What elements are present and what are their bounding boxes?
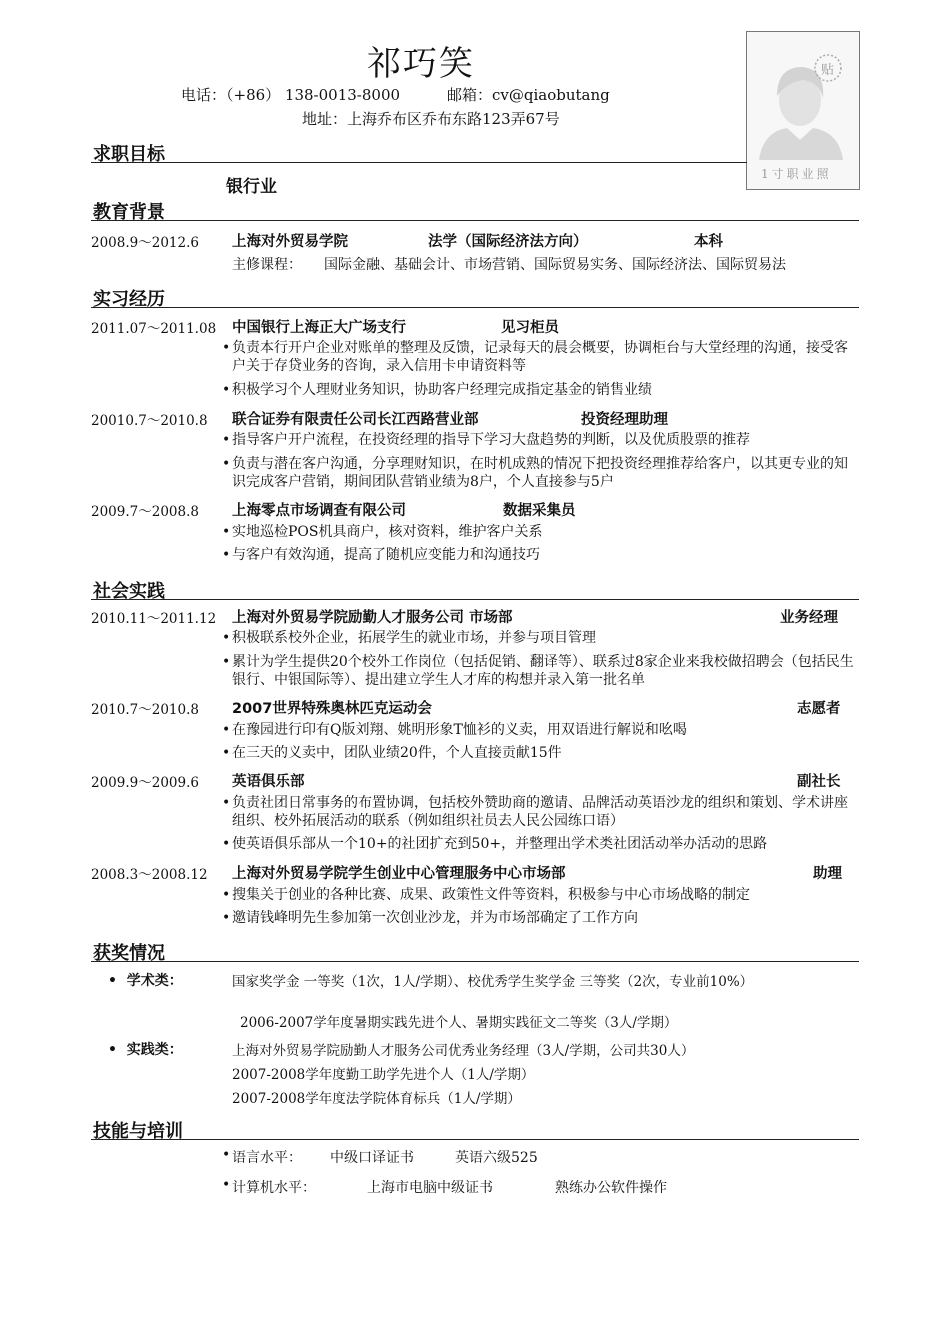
entry-date: 2010.7～2010.8 (91, 702, 199, 718)
awards-academic-label: • 学术类： (108, 973, 183, 989)
edu-date: 2008.9～2012.6 (91, 235, 199, 251)
entry-date: 2009.7～2008.8 (91, 504, 199, 520)
bullet-text: 负责本行开户企业对账单的整理及反馈，记录每天的晨会概要，协调柜台与大堂经理的沟通，接受客户关于存贷业务的咨询，录入信用卡申请资料等 (232, 340, 848, 374)
section-title-skills: 技能与培训 (93, 1121, 183, 1142)
divider (91, 599, 859, 600)
divider (91, 220, 859, 221)
awards-practice-label: • 实践类： (108, 1042, 183, 1058)
email: 邮箱：cv@qiaobutang (447, 86, 610, 104)
skill-lang-1: 中级口译证书 (330, 1150, 414, 1166)
skill-lang-label: 语言水平： (232, 1150, 302, 1166)
section-title-awards: 获奖情况 (93, 943, 165, 964)
skill-comp-label: 计算机水平： (232, 1180, 316, 1196)
entry-org: 中国银行上海正大广场支行 (232, 320, 406, 336)
skill-lang-2: 英语六级525 (455, 1150, 538, 1166)
entry-role: 副社长 (797, 774, 841, 790)
bullet-text: 积极学习个人理财业务知识，协助客户经理完成指定基金的销售业绩 (232, 382, 652, 398)
entry-date: 2008.3～2008.12 (91, 867, 208, 883)
section-title-education: 教育背景 (93, 202, 165, 223)
edu-school: 上海对外贸易学院 (232, 234, 348, 250)
entry-role: 助理 (813, 866, 842, 882)
phone: 电话：（+86） 138-0013-8000 (181, 86, 401, 104)
entry-role: 投资经理助理 (581, 412, 668, 428)
entry-org: 上海对外贸易学院励勤人才服务公司 市场部 (232, 610, 513, 626)
section-title-objective: 求职目标 (93, 144, 165, 165)
bullet-text: 指导客户开户流程，在投资经理的指导下学习大盘趋势的判断，以及优质股票的推荐 (232, 432, 750, 448)
bullet-text: 与客户有效沟通，提高了随机应变能力和沟通技巧 (232, 547, 540, 563)
bullet-text: 负责社团日常事务的布置协调，包括校外赞助商的邀请、品牌活动英语沙龙的组织和策划、学术讲座组织、校外拓展活动的联系（例如组织社员去人民公园练口语） (232, 795, 848, 829)
entry-date: 20010.7～2010.8 (91, 413, 208, 429)
bullet-text: 使英语俱乐部从一个10+的社团扩充到50+，并整理出学术类社团活动举办活动的思路 (232, 836, 768, 852)
objective-value: 银行业 (226, 177, 277, 197)
bullet-text: 负责与潜在客户沟通，分享理财知识，在时机成熟的情况下把投资经理推荐给客户，以其更专业的知识完成客户营销，期间团队营销业绩为8户，个人直接参与5户 (232, 456, 848, 490)
entry-date: 2011.07～2011.08 (91, 321, 217, 337)
entry-role: 志愿者 (797, 701, 841, 717)
edu-courses: 国际金融、基础会计、市场营销、国际贸易实务、国际经济法、国际贸易法 (324, 257, 786, 273)
divider (91, 162, 747, 163)
skill-comp-bullet: • (222, 1177, 231, 1193)
bullet-text: 实地巡检POS机具商户，核对资料，维护客户关系 (232, 524, 543, 540)
edu-courses-label: 主修课程： (232, 257, 302, 273)
awards-practice-label-text: 实践类： (126, 1042, 183, 1058)
address: 地址：上海乔布区乔布东路123弄67号 (302, 110, 560, 128)
bullet-text: 搜集关于创业的各种比赛、成果、政策性文件等资料，积极参与中心市场战略的制定 (232, 887, 750, 903)
bullet-text: 在豫园进行印有Q版刘翔、姚明形象T恤衫的义卖，用双语进行解说和吆喝 (232, 722, 687, 738)
photo-placeholder (746, 31, 860, 190)
divider (91, 1139, 859, 1140)
divider (91, 307, 859, 308)
entry-org: 上海对外贸易学院学生创业中心管理服务中心市场部 (232, 866, 566, 882)
bullet-text: 积极联系校外企业，拓展学生的就业市场，并参与项目管理 (232, 630, 596, 646)
skill-comp-1: 上海市电脑中级证书 (367, 1180, 493, 1196)
entry-org: 联合证券有限责任公司长江西路营业部 (232, 412, 479, 428)
section-title-internship: 实习经历 (93, 289, 165, 310)
entry-role: 见习柜员 (501, 320, 559, 336)
bullet-text: 在三天的义卖中，团队业绩20件，个人直接贡献15件 (232, 745, 562, 761)
candidate-name: 祁巧笑 (367, 44, 475, 84)
entry-org: 2007世界特殊奥林匹克运动会 (232, 701, 432, 717)
entry-date: 2009.9～2009.6 (91, 775, 199, 791)
divider (91, 961, 859, 962)
entry-role: 业务经理 (780, 610, 838, 626)
edu-degree: 本科 (694, 234, 723, 250)
award-line: 2006-2007学年度暑期实践先进个人、暑期实践征文二等奖（3人/学期） (240, 1015, 678, 1031)
award-line: 2007-2008学年度勤工助学先进个人（1人/学期） (232, 1067, 535, 1083)
entry-role: 数据采集员 (503, 503, 576, 519)
bullet-text: 邀请钱峰明先生参加第一次创业沙龙，并为市场部确定了工作方向 (232, 910, 638, 926)
bullet-text: 累计为学生提供20个校外工作岗位（包括促销、翻译等）、联系过8家企业来我校做招聘会（包括民生银行、中银国际等）、提出建立学生人才库的构想并录入第一批名单 (232, 654, 854, 688)
edu-major: 法学（国际经济法方向） (428, 234, 588, 250)
section-title-social: 社会实践 (93, 581, 165, 602)
awards-academic-label-text: 学术类： (126, 973, 183, 989)
award-line: 2007-2008学年度法学院体育标兵（1人/学期） (232, 1091, 521, 1107)
skill-lang-bullet: • (222, 1147, 231, 1163)
entry-org: 上海零点市场调查有限公司 (232, 503, 406, 519)
entry-org: 英语俱乐部 (232, 774, 305, 790)
award-line: 上海对外贸易学院励勤人才服务公司优秀业务经理（3人/学期，公司共30人） (232, 1043, 695, 1059)
skill-comp-2: 熟练办公软件操作 (555, 1180, 667, 1196)
entry-date: 2010.11～2011.12 (91, 611, 217, 627)
award-line: 国家奖学金 一等奖（1次，1人/学期）、校优秀学生奖学金 三等奖（2次，专业前10%） (232, 974, 754, 990)
photo-caption: 1寸职业照 (761, 167, 832, 181)
photo-stamp: 贴 (821, 63, 835, 78)
